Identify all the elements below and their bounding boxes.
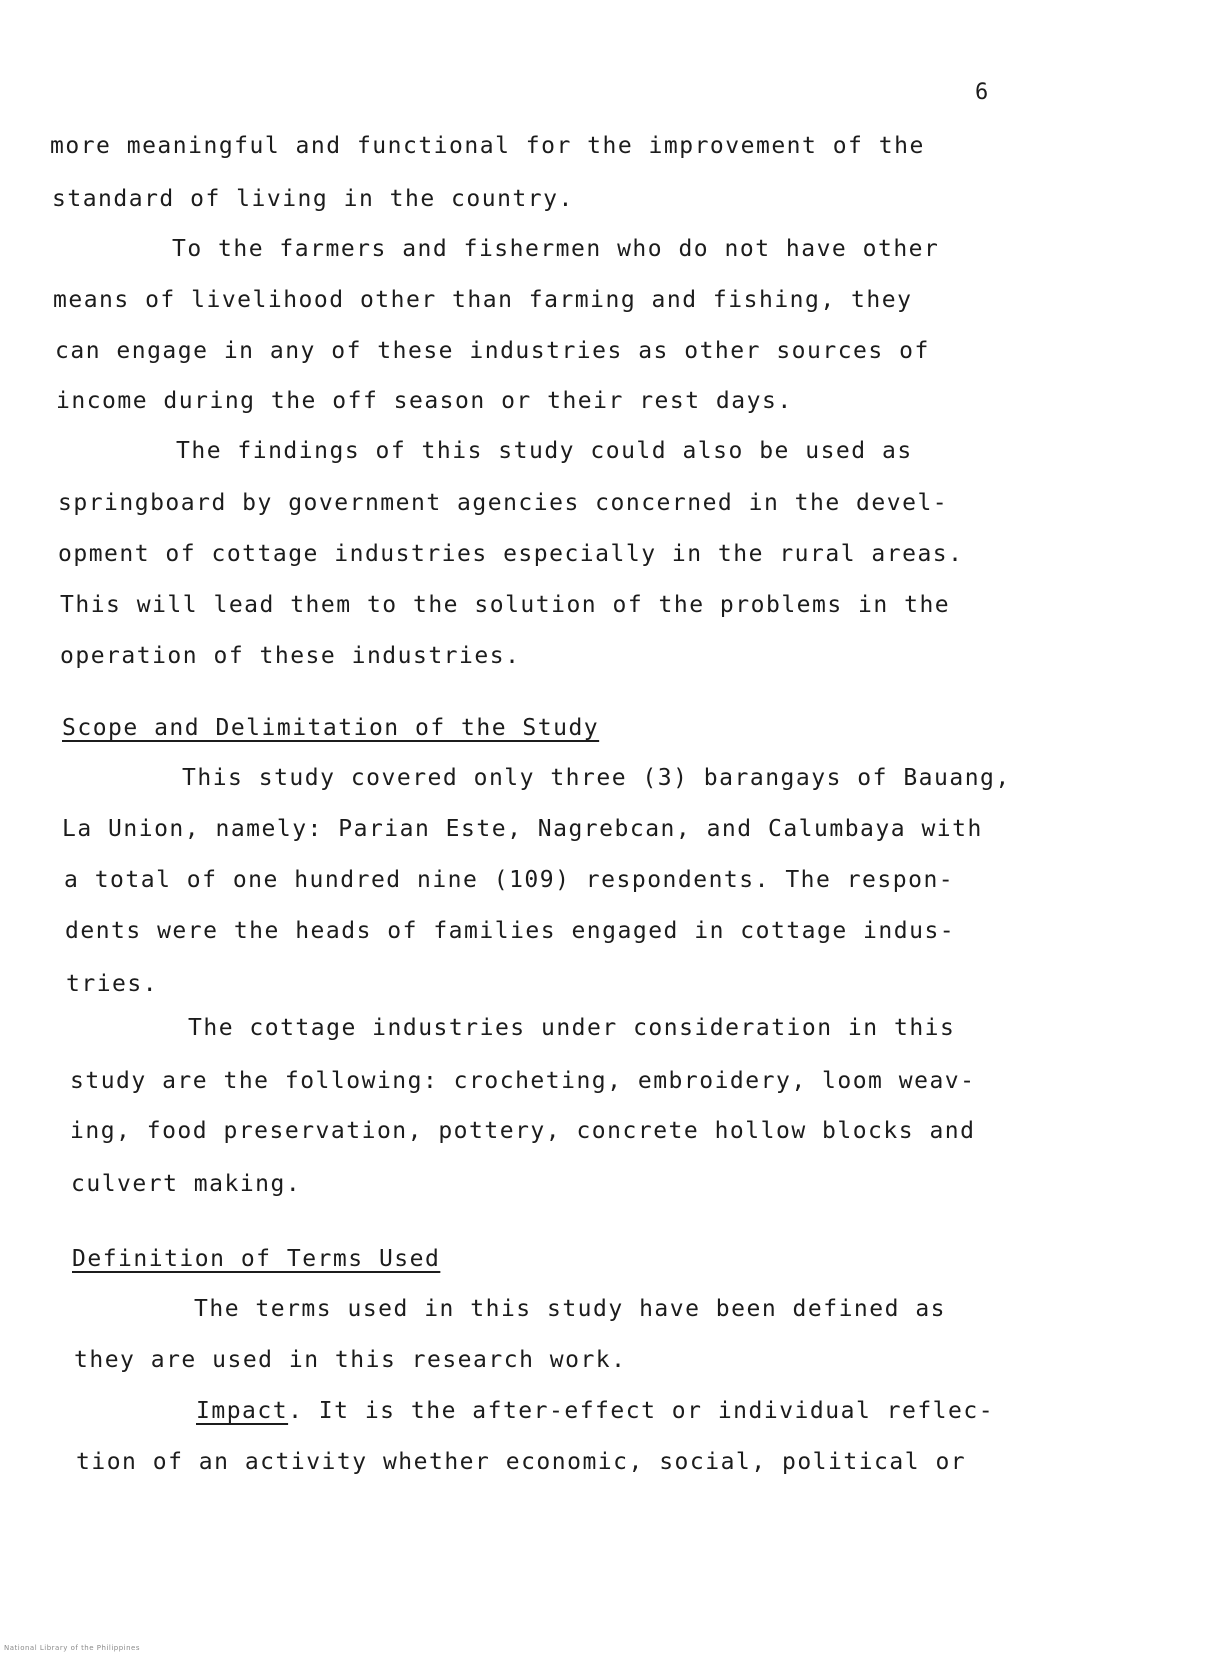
- paragraph-line: tion of an activity whether economic, social, political or: [76, 1449, 967, 1475]
- paragraph-line: springboard by government agencies concerned in the devel-: [58, 490, 949, 516]
- paragraph-line: they are used in this research work.: [74, 1347, 627, 1373]
- paragraph-line: tries.: [66, 971, 159, 997]
- archive-footer-watermark: National Library of the Philippines: [4, 1644, 140, 1652]
- paragraph-line: study are the following: crocheting, embroidery, loom weav-: [70, 1068, 976, 1094]
- impact-definition-line: [196, 1398, 994, 1424]
- paragraph-line: The findings of this study could also be used as: [176, 438, 913, 464]
- paragraph-line: The cottage industries under consideration in this: [188, 1015, 956, 1041]
- paragraph-line: dents were the heads of families engaged in cottage indus-: [65, 918, 956, 944]
- paragraph-line: To the farmers and fishermen who do not have other: [172, 236, 940, 262]
- term-impact: Impact: [196, 1398, 289, 1424]
- paragraph-line: more meaningful and functional for the improvement of the: [50, 133, 925, 159]
- paragraph-line: The terms used in this study have been defined as: [194, 1296, 947, 1322]
- paragraph-line: means of livelihood other than farming and fishing, they: [53, 287, 913, 313]
- paragraph-line: opment of cottage industries especially in the rural areas.: [58, 541, 964, 567]
- paragraph-line: income during the off season or their rest days.: [56, 388, 793, 414]
- paragraph-line: La Union, namely: Parian Este, Nagrebcan, and Calumbaya with: [62, 816, 983, 842]
- paragraph-line: operation of these industries.: [60, 643, 521, 669]
- impact-definition-text: . It is the after-effect or individual reflec-: [288, 1398, 995, 1424]
- paragraph-line: can engage in any of these industries as other sources of: [55, 338, 930, 364]
- section-heading-definition: Definition of Terms Used: [72, 1246, 441, 1272]
- section-heading-scope: Scope and Delimitation of the Study: [62, 715, 600, 741]
- paragraph-line: culvert making.: [71, 1171, 302, 1197]
- paragraph-line: This study covered only three (3) barangays of Bauang,: [182, 765, 1011, 791]
- paragraph-line: ing, food preservation, pottery, concrete hollow blocks and: [70, 1118, 976, 1144]
- paragraph-line: This will lead them to the solution of the problems in the: [60, 592, 951, 618]
- paragraph-line: standard of living in the country.: [52, 186, 574, 212]
- page-number: 6: [975, 80, 990, 105]
- paragraph-line: a total of one hundred nine (109) respondents. The respon-: [64, 867, 955, 893]
